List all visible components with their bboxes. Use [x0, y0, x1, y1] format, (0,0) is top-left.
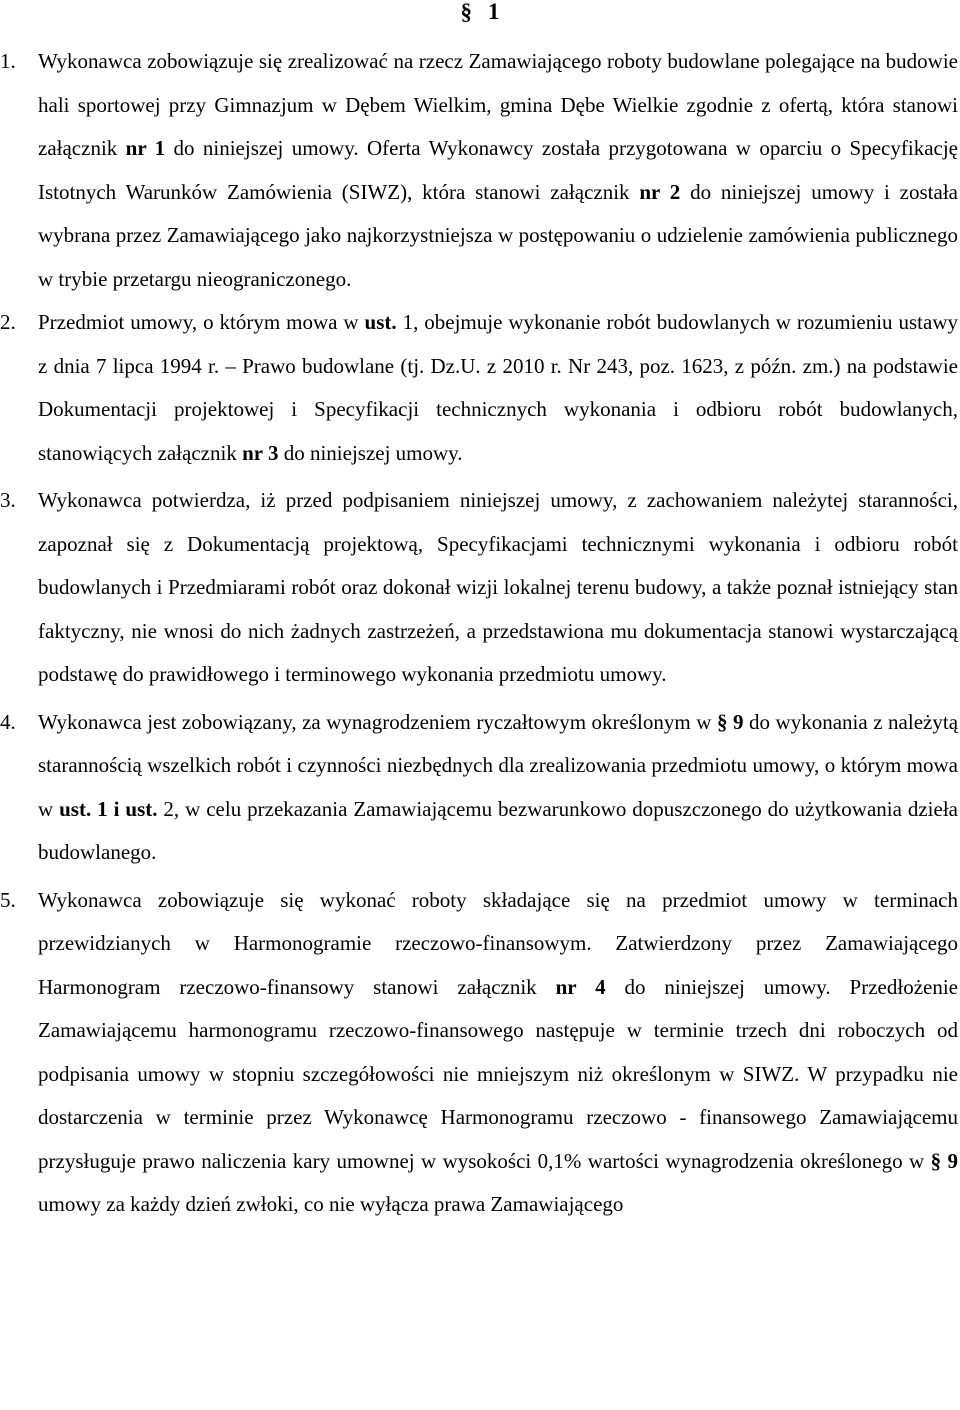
attachment-ref: nr 3 — [242, 440, 279, 465]
paragraph-number: 2. — [0, 310, 16, 334]
paragraph-text — [38, 49, 958, 291]
paragraph-text — [38, 488, 958, 686]
text-run: 2, w celu przekazania Zamawiającemu bezwarunkowo dopuszczonego do użytkowania dzieła budowlanego. — [38, 796, 958, 864]
text-run: do niniejszej umowy. Przedłożenie Zamawiającemu harmonogramu rzeczowo-finansowego następuje w terminie trzech dni roboczych od podpisania umowy w stopniu szczegółowości nie mniejszym niż określonym w SIWZ. W przypadku nie dostarczenia w terminie przez Wykonawcę Harmonogramu rzeczowo - finansowego Zamawiającemu przysługuje prawo naliczenia kary umownej w wysokości 0,1% wartości wynagrodzenia określonego w — [38, 974, 959, 1173]
text-run: umowy za każdy dzień zwłoki, co nie wyłącza prawa Zamawiającego — [38, 1192, 624, 1216]
paragraph-number: 3. — [0, 488, 16, 512]
text-run: Wykonawca potwierdza, iż przed podpisaniem niniejszej umowy, z zachowaniem należytej staranności, zapoznał się z Dokumentacją projektową, Specyfikacjami technicznymi wykonania i odbioru robót budowlanych i Przedmiarami robót oraz dokonał wizji lokalnej terenu budowy, a także poznał istniejący stan faktyczny, nie wnosi do nich żadnych zastrzeżeń, a przedstawiona mu dokumentacja stanowi wystarczającą podstawę do prawidłowego i terminowego wykonania przedmiotu umowy. — [38, 488, 958, 686]
text-run: do wykonania z należytą starannością wszelkich robót i czynności niezbędnych dla zrealizowania przedmiotu umowy, o którym mowa w — [38, 709, 959, 821]
text-run: Przedmiot umowy, o którym mowa w — [38, 310, 365, 334]
attachment-ref: nr 2 — [639, 179, 681, 204]
section-ref: § 9 — [930, 1148, 958, 1173]
section-symbol: § — [460, 0, 472, 24]
text-run: do niniejszej umowy i została wybrana przez Zamawiającego jako najkorzystniejsza w postępowaniu o udzielenie zamówienia publicznego w trybie przetargu nieograniczonego. — [38, 179, 958, 291]
attachment-ref: nr 1 — [125, 136, 166, 160]
text-run: do niniejszej umowy. Oferta Wykonawcy została przygotowana w oparciu o Specyfikację Istotnych Warunków Zamówienia (SIWZ), która stanowi załącznik — [38, 136, 958, 204]
paragraph-text — [38, 310, 958, 465]
section-ref: § 9 — [716, 709, 744, 734]
clause-ref: ust. — [364, 310, 397, 334]
paragraph-4 — [0, 701, 960, 875]
paragraph-text — [38, 710, 958, 865]
paragraph-1 — [0, 40, 960, 301]
attachment-ref: nr 4 — [555, 974, 606, 999]
text-run: Wykonawca zobowiązuje się zrealizować na rzecz Zamawiającego roboty budowlane polegające na budowie hali sportowej przy Gimnazjum w Dębem Wielkim, gmina Dębe Wielkie zgodnie z ofertą, która stanowi załącznik — [38, 49, 958, 160]
text-run: Wykonawca zobowiązuje się wykonać roboty składające się na przedmiot umowy w terminach przewidzianych w Harmonogramie rzeczowo-finansowym. Zatwierdzony przez Zamawiającego Harmonogram rzeczowo-finansowy stanowi załącznik — [38, 887, 958, 999]
text-run: Wykonawca jest zobowiązany, za wynagrodzeniem ryczałtowym określonym w — [38, 709, 717, 734]
paragraph-list — [0, 40, 960, 1227]
paragraph-5 — [0, 879, 960, 1227]
section-heading — [0, 0, 960, 28]
text-run: do niniejszej umowy. — [278, 440, 463, 465]
paragraph-number: 4. — [0, 709, 16, 734]
paragraph-text — [38, 888, 958, 1217]
clause-ref: ust. 1 i ust. — [59, 796, 158, 821]
paragraph-2 — [0, 301, 960, 475]
paragraph-number: 1. — [0, 49, 16, 73]
paragraph-3 — [0, 479, 960, 697]
section-number: 1 — [488, 0, 500, 24]
paragraph-number: 5. — [0, 887, 16, 912]
text-run: 1, obejmuje wykonanie robót budowlanych w rozumieniu ustawy z dnia 7 lipca 1994 r. – Prawo budowlane (tj. Dz.U. z 2010 r. Nr 243, poz. 1623, z późn. zm.) na podstawie Dokumentacji projektowej i Specyfikacji technicznych wykonania i odbioru robót budowlanych, stanowiących załącznik — [38, 310, 958, 465]
